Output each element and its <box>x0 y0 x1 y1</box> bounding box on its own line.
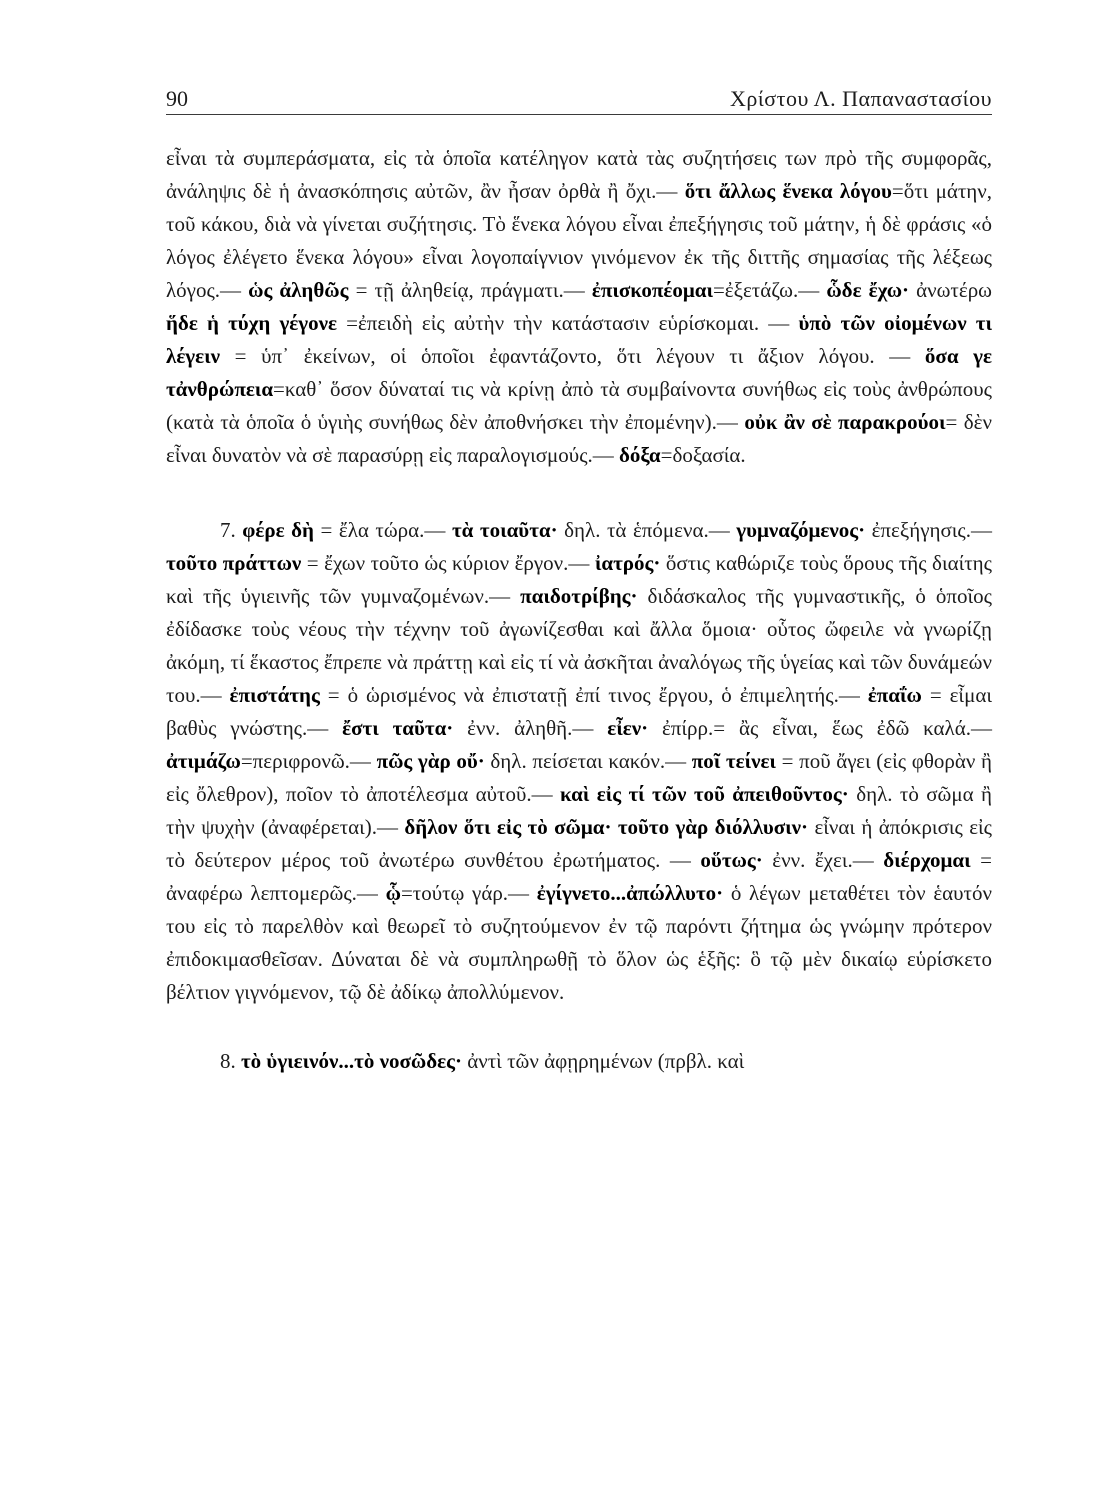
commentary-section-8 <box>166 1045 992 1078</box>
commentary-paragraph-continued <box>166 142 992 472</box>
lemma: ἐπαΐω <box>867 683 922 707</box>
commentary-text: δηλ. πείσεται κακόν.— <box>484 749 692 773</box>
lemma: ὧδε ἔχω· <box>826 278 910 302</box>
commentary-text: = τῇ ἀληθείᾳ, πράγματι.— <box>348 278 592 302</box>
commentary-text: = ἀναφέρω λεπτομερῶς.— <box>166 848 993 905</box>
lemma: ἐγίγνετο...ἀπώλλυτο· <box>536 881 724 905</box>
lemma: ᾧ <box>385 881 401 905</box>
commentary-section-7 <box>166 514 992 1009</box>
commentary-text: 8. <box>220 1049 241 1073</box>
commentary-text: =περιφρονῶ.— <box>240 749 377 773</box>
commentary-text: = ἔχων τοῦτο ὡς κύριον ἔργον.— <box>301 551 595 575</box>
lemma: πῶς γὰρ οὔ· <box>376 749 485 773</box>
page-body <box>166 142 992 1078</box>
commentary-text: διδάσκαλος τῆς γυμναστικῆς, ὁ ὁποῖος ἐδίδασκε τοὺς νέους τὴν τέχνην τοῦ ἀγωνίζεσθαι καὶ ἄλλα ὅμοια· οὗτος ὤφειλε νὰ γνωρίζῃ ἀκόμη, τί ἕκαστος ἔπρεπε νὰ πράττῃ καὶ εἰς τί νὰ ἀσκῆται ἀναλόγως τῆς ὑγείας καὶ τῶν δυνάμεών του.— <box>166 584 992 707</box>
commentary-text: =δοξασία. <box>660 443 746 467</box>
commentary-text: 7. <box>220 518 243 542</box>
commentary-text: δηλ. τὸ σῶμα ἢ τὴν ψυχὴν (ἀναφέρεται).— <box>166 782 992 839</box>
lemma: ἰατρός· <box>594 551 661 575</box>
commentary-text: =ἐπειδὴ εἰς αὐτὴν τὴν κατάστασιν εὑρίσκομαι. — <box>336 311 799 335</box>
lemma: φέρε δὴ <box>242 518 314 542</box>
commentary-text: ἐπεξήγησις.— <box>865 518 992 542</box>
page-number: 90 <box>166 86 188 111</box>
lemma: διέρχομαι <box>883 848 971 872</box>
lemma: ἥδε ἡ τύχη γέγονε <box>166 311 337 335</box>
lemma: τοῦτο πράττων <box>166 551 302 575</box>
lemma: ὅτι ἄλλως ἕνεκα λόγου <box>684 179 892 203</box>
commentary-text: ἐνν. ἔχει.— <box>762 848 884 872</box>
commentary-text: = ἔλα τώρα.— <box>313 518 452 542</box>
commentary-text: = ὑπ᾽ ἐκείνων, οἱ ὁποῖοι ἐφαντάζοντο, ὅτι λέγουν τι ἄξιον λόγου. — <box>219 344 925 368</box>
page-header <box>166 84 992 115</box>
lemma: καὶ εἰς τί τῶν τοῦ ἀπειθοῦντος· <box>560 782 849 806</box>
commentary-text: δηλ. τὰ ἑπόμενα.— <box>557 518 737 542</box>
lemma: ἐπιστάτης <box>229 683 320 707</box>
lemma: τὰ τοιαῦτα· <box>451 518 558 542</box>
commentary-text: =ἐξετάζω.— <box>712 278 827 302</box>
lemma: οὕτως· <box>700 848 763 872</box>
lemma: ὡς ἀληθῶς <box>248 278 349 302</box>
commentary-text: ὅστις καθώριζε τοὺς ὅρους τῆς διαίτης καὶ τῆς ὑγιεινῆς τῶν γυμναζομένων.— <box>166 551 992 608</box>
commentary-text: εἶναι ἡ ἀπόκρισις εἰς τὸ δεύτερον μέρος τοῦ ἀνωτέρω συνθέτου ἐρωτήματος. — <box>166 815 992 872</box>
commentary-text: =καθ᾽ ὅσον δύναταί τις νὰ κρίνῃ ἀπὸ τὰ συμβαίνοντα συνήθως εἰς τοὺς ἀνθρώπους (κατὰ τὰ ὁποῖα ὁ ὑγιὴς συνήθως δὲν ἀποθνήσκει τὴν ἐπομένην).— <box>166 377 992 434</box>
commentary-text: =τούτῳ γάρ.— <box>400 881 537 905</box>
commentary-text: = ὁ ὡρισμένος νὰ ἐπιστατῇ ἐπί τινος ἔργου, ὁ ἐπιμελητής.— <box>319 683 868 707</box>
commentary-text: ἀντὶ τῶν ἀφῃρημένων (πρβλ. καὶ <box>461 1049 745 1073</box>
lemma: εἶεν· <box>607 716 649 740</box>
lemma: παιδοτρίβης· <box>520 584 638 608</box>
commentary-text: = ποῦ ἄγει (εἰς φθορὰν ἢ εἰς ὄλεθρον), ποῖον τὸ ἀποτέλεσμα αὐτοῦ.— <box>166 749 993 806</box>
lemma: ἀτιμάζω <box>166 749 241 773</box>
lemma: οὐκ ἂν σὲ παρακρούοι <box>744 410 946 434</box>
lemma: ὑπὸ τῶν οἰομένων τι λέγειν <box>166 311 992 368</box>
lemma: γυμναζόμενος· <box>736 518 866 542</box>
lemma: δόξα <box>619 443 661 467</box>
commentary-text: ἀνωτέρω <box>909 278 992 302</box>
commentary-text: εἶναι τὰ συμπεράσματα, εἰς τὰ ὁποῖα κατέληγον κατὰ τὰς συζητήσεις των πρὸ τῆς συμφορᾶς, ἀνάληψις δὲ ἡ ἀνασκόπησις αὐτῶν, ἂν ἦσαν ὀρθὰ ἢ ὄχι.— <box>166 146 992 203</box>
lemma: ἐπισκοπέομαι <box>591 278 713 302</box>
lemma: ποῖ τείνει <box>691 749 776 773</box>
lemma: ὅσα γε τἀνθρώπεια <box>166 344 992 401</box>
lemma: ἔστι ταῦτα· <box>342 716 454 740</box>
running-head: Χρίστου Λ. Παπαναστασίου <box>729 86 992 111</box>
lemma: δῆλον ὅτι εἰς τὸ σῶμα· τοῦτο γὰρ διόλλυσιν· <box>404 815 809 839</box>
commentary-text: ἐνν. ἀληθῆ.— <box>453 716 608 740</box>
lemma: τὸ ὑγιεινόν...τὸ νοσῶδες· <box>241 1049 462 1073</box>
commentary-text: ἐπίρρ.= ἂς εἶναι, ἕως ἐδῶ καλά.— <box>648 716 992 740</box>
commentary-text: = δὲν εἶναι δυνατὸν νὰ σὲ παρασύρῃ εἰς παραλογισμούς.— <box>166 410 992 467</box>
commentary-text: =ὅτι μάτην, τοῦ κάκου, διὰ νὰ γίνεται συζήτησις. Τὸ ἕνεκα λόγου εἶναι ἐπεξήγησις τοῦ μάτην, ἡ δὲ φράσις «ὁ λόγος ἐλέγετο ἕνεκα λόγου» εἶναι λογοπαίγνιον γινόμενον ἐκ τῆς διττῆς σημασίας τῆς λέξεως λόγος.— <box>166 179 993 302</box>
commentary-text: = εἶμαι βαθὺς γνώστης.— <box>166 683 992 740</box>
commentary-text: ὁ λέγων μεταθέτει τὸν ἑαυτόν του εἰς τὸ παρελθὸν καὶ θεωρεῖ τὸ συζητούμενον ἐν τῷ παρόντι ζήτημα ὡς γνώμην πρότερον ἐπιδοκιμασθεῖσαν. Δύναται δὲ νὰ συμπληρωθῇ τὸ ὅλον ὡς ἑξῆς: ὃ τῷ μὲν δικαίῳ εὑρίσκετο βέλτιον γιγνόμενον, τῷ δὲ ἀδίκῳ ἀπολλύμενον. <box>166 881 992 1004</box>
